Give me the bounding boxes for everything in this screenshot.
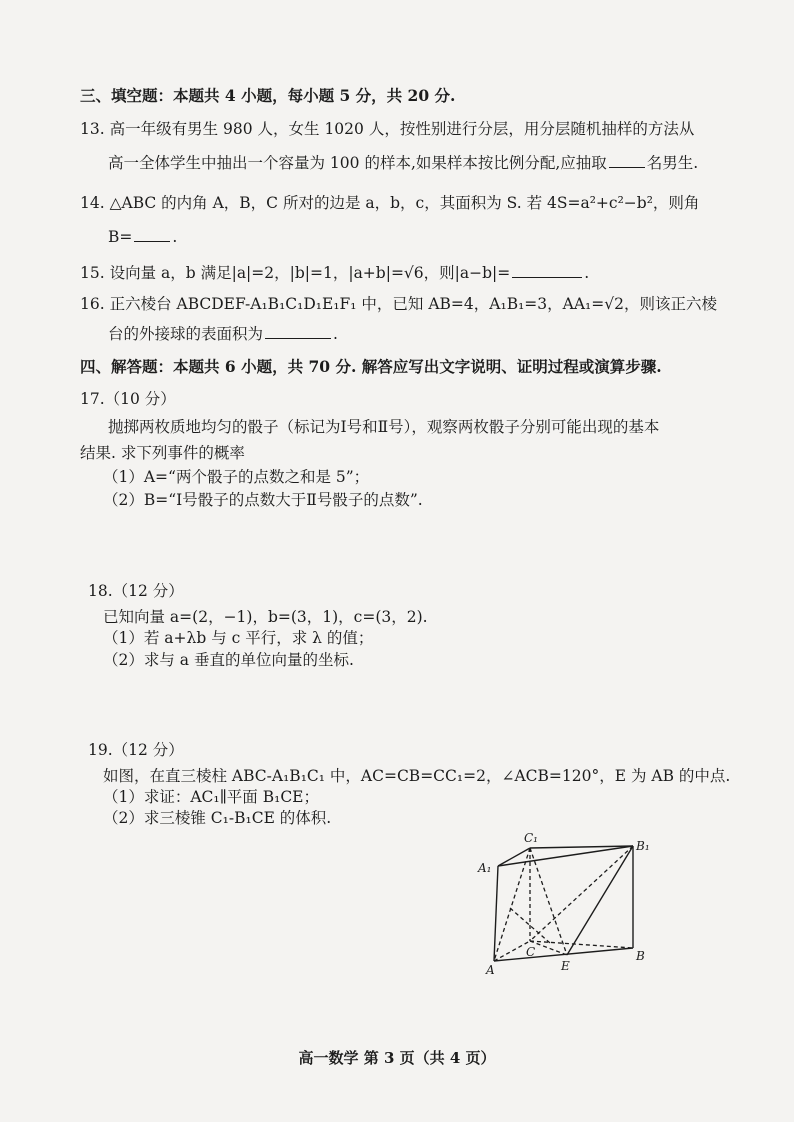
q14-answer-blank[interactable] [134, 227, 170, 242]
q16-line1: 16. 正六棱台 ABCDEF-A₁B₁C₁D₁E₁F₁ 中，已知 AB=4，A₁B₁=3，AA₁=√2，则该正六棱 [80, 295, 717, 313]
label-a: A [486, 963, 495, 977]
q17-title: 17.（10 分） [80, 390, 176, 408]
q13-line1: 13. 高一年级有男生 980 人，女生 1020 人，按性别进行分层，用分层随机抽样的方法从 [80, 120, 695, 138]
q13-text-after-blank: 名男生. [646, 154, 699, 172]
label-b: B [636, 949, 645, 963]
q13-line2 [108, 153, 698, 173]
edge-a1-a [494, 866, 498, 961]
prism-figure [470, 828, 660, 978]
q19-line1: 如图，在直三棱柱 ABC-A₁B₁C₁ 中，AC=CB=CC₁=2，∠ACB=120°，E 为 AB 的中点. [103, 767, 731, 785]
q14-text-before-blank: B= [108, 228, 133, 246]
q15-answer-blank[interactable] [512, 263, 582, 278]
q14-line1: 14. △ABC 的内角 A，B，C 所对的边是 a，b，c，其面积为 S. 若 4S=a²+c²−b²，则角 [80, 194, 700, 212]
q14-text-after-blank: . [172, 228, 178, 246]
q19-part2: （2）求三棱锥 C₁-B₁CE 的体积. [103, 809, 332, 827]
label-c: C [526, 945, 536, 959]
q17-line2: 结果. 求下列事件的概率 [80, 444, 245, 462]
edge-c1-e-hidden [530, 848, 567, 955]
label-b1: B₁ [636, 839, 650, 853]
label-c1: C₁ [524, 831, 538, 845]
q15-line [80, 263, 589, 283]
q13-text-before-blank: 高一全体学生中抽出一个容量为 100 的样本,如果样本按比例分配,应抽取 [108, 154, 607, 172]
q19-title: 19.（12 分） [88, 741, 184, 759]
edge-a1-b1 [498, 846, 633, 866]
edge-b1-e [567, 846, 633, 955]
label-e: E [561, 959, 570, 973]
q18-title: 18.（12 分） [88, 582, 184, 600]
q17-line1: 抛掷两枚质地均匀的骰子（标记为Ⅰ号和Ⅱ号），观察两枚骰子分别可能出现的基本 [108, 418, 660, 436]
q16-text-after-blank: . [333, 325, 338, 343]
q19-part1: （1）求证：AC₁∥平面 B₁CE； [103, 788, 319, 806]
q16-answer-blank[interactable] [265, 324, 331, 339]
q18-part2: （2）求与 a 垂直的单位向量的坐标. [103, 651, 354, 669]
q16-text-before-blank: 台的外接球的表面积为 [108, 325, 264, 343]
q17-part1: （1）A=“两个骰子的点数之和是 5”； [103, 468, 370, 486]
q18-part1: （1）若 a+λb 与 c 平行，求 λ 的值； [103, 629, 374, 647]
q17-part2: （2）B=“Ⅰ号骰子的点数大于Ⅱ号骰子的点数”. [103, 491, 423, 509]
edge-b1-c-hidden [530, 846, 633, 941]
q15-text-after-blank: . [584, 264, 590, 282]
q16-line2 [108, 324, 338, 344]
q14-line2 [108, 227, 177, 247]
q18-line1: 已知向量 a=(2，−1)，b=(3，1)，c=(3，2). [103, 608, 428, 626]
page-footer: 高一数学 第 3 页（共 4 页） [298, 1049, 496, 1067]
section4-heading: 四、解答题：本题共 6 小题，共 70 分. 解答应写出文字说明、证明过程或演算步骤. [80, 357, 662, 376]
label-a1: A₁ [478, 861, 492, 875]
q15-text-before-blank: 15. 设向量 a，b 满足|a|=2，|b|=1，|a+b|=√6，则|a−b|= [80, 264, 511, 282]
q13-answer-blank[interactable] [609, 153, 645, 168]
section3-heading: 三、填空题：本题共 4 小题，每小题 5 分，共 20 分. [80, 86, 456, 105]
